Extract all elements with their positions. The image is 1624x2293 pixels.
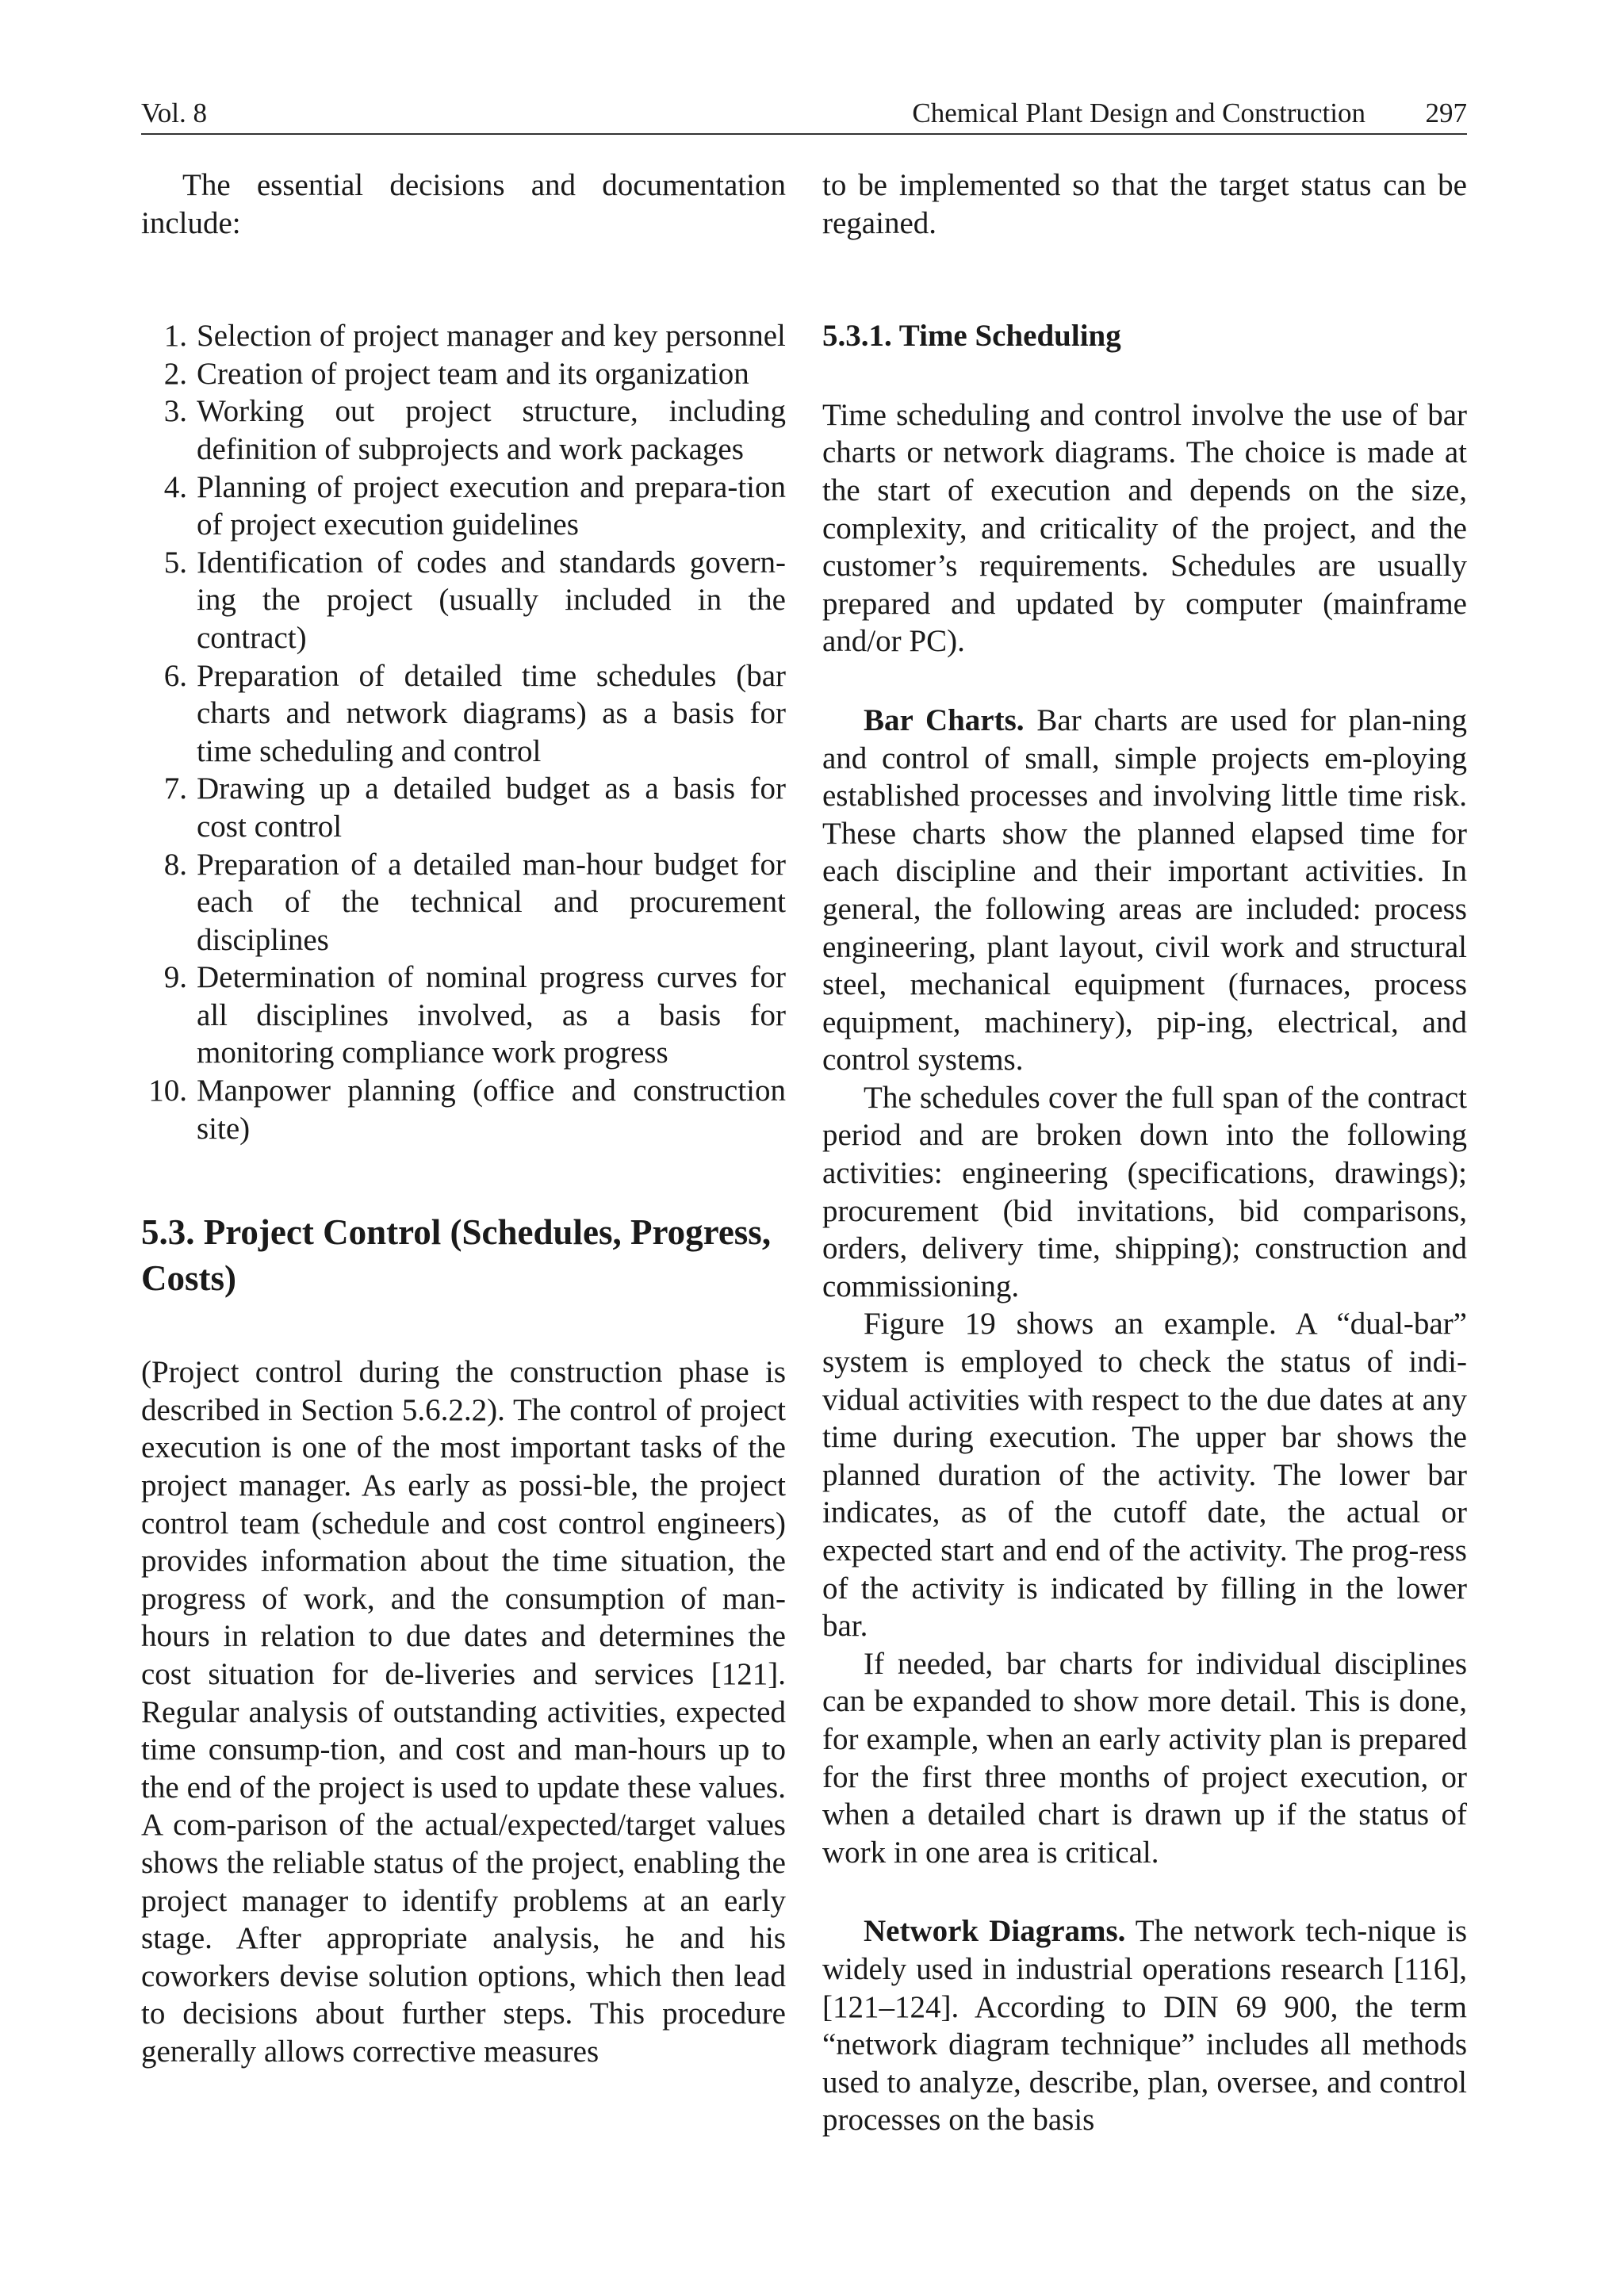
list-item	[141, 657, 786, 771]
list-item	[141, 544, 786, 657]
section-heading: 5.3. Project Control (Schedules, Progress, Costs)	[141, 1212, 772, 1299]
page-number: 297	[1425, 98, 1467, 128]
time-scheduling-paragraph: Time scheduling and control involve the use of bar charts or network diagrams. The choice is made at the start of execution and depends on the size, complexity, and criticality of the project, and the customer’s requirements. Schedules are usually prepared and updated by computer (mainframe and/or PC).	[822, 397, 1467, 659]
list-item	[141, 392, 786, 468]
spacer	[822, 660, 1467, 702]
run-in-heading: Bar Charts.	[864, 702, 1025, 737]
list-item	[141, 1072, 786, 1147]
running-title: Chemical Plant Design and Construction	[912, 98, 1365, 128]
list-item	[141, 959, 786, 1072]
schedules-paragraph: The schedules cover the full span of the contract period and are broken down into the following activities: engineering (specifications, drawings); procurement (bid invitations, bid comparisons, orders, delivery time, shipping); construction and commissioning.	[822, 1080, 1467, 1303]
list-item-number: 10.	[148, 1074, 187, 1108]
list-item-text: Working out project structure, including definition of subprojects and work packages	[197, 394, 786, 466]
network-diagrams-paragraph	[822, 1912, 1467, 2139]
paragraph-text: The network tech-nique is widely used in industrial operations research [116], [121–124]. According to DIN 69 900, the term “network diagram technique” includes all methods used to analyze, describe, plan, oversee, and control processes on the basis	[822, 1914, 1467, 2138]
list-item-text: Planning of project execution and prepara-tion of project execution guidelines	[197, 469, 786, 542]
list-item-number: 2.	[163, 356, 187, 391]
expansion-paragraph: If needed, bar charts for individual disciplines can be expanded to show more detail. This is done, for example, when an early activity plan is prepared for the first three months of project execution, or when a detailed chart is drawn up if the status of work in one area is critical.	[822, 1646, 1467, 1870]
spacer	[141, 1147, 786, 1209]
list-item	[141, 469, 786, 544]
list-item	[141, 317, 786, 355]
paragraph-text: Bar charts are used for plan-ning and control of small, simple projects em-ploying established processes and involving little time risk. These charts show the planned elapsed time for each discipline and their important activities. In general, the following areas are included: process engineering, plant layout, civil work and structural steel, mechanical equipment (furnaces, process equipment, machinery), pip-ing, electrical, and control systems.	[822, 702, 1468, 1078]
right-column	[822, 167, 1467, 2139]
list-item	[141, 355, 786, 393]
run-in-heading: Network Diagrams.	[864, 1914, 1126, 1949]
decisions-list	[141, 317, 786, 1147]
list-item-number: 3.	[163, 394, 187, 429]
spacer	[822, 1871, 1467, 1912]
list-item-text: Drawing up a detailed budget as a basis for cost control	[197, 771, 786, 844]
list-item-number: 8.	[163, 847, 187, 882]
list-item	[141, 846, 786, 959]
list-item-number: 7.	[163, 771, 187, 806]
volume-label: Vol. 8	[141, 98, 207, 128]
page-header	[141, 94, 1467, 135]
list-item-number: 4.	[163, 469, 187, 504]
figure-paragraph: Figure 19 shows an example. A “dual-bar” system is employed to check the status of indi-vidual activities with respect to the due dates at any time during execution. The upper bar shows the planned duration of the activity. The lower bar indicates, as of the cutoff date, the actual or expected start and end of the activity. The prog-ress of the activity is indicated by filling in the lower bar.	[822, 1307, 1467, 1644]
list-item-text: Identification of codes and standards govern-ing the project (usually included in the contract)	[197, 545, 786, 655]
intro-paragraph: The essential decisions and documentation include:	[141, 168, 786, 240]
spacer	[141, 1301, 786, 1353]
list-item-text: Manpower planning (office and construction site)	[197, 1074, 786, 1146]
list-item-number: 9.	[163, 960, 187, 995]
section-paragraph: (Project control during the construction phase is described in Section 5.6.2.2). The control of project execution is one of the most important tasks of the project manager. As early as possi-ble, the project control team (schedule and cost control engineers) provides information about the time situation, the progress of work, and the consumption of man-hours in relation to due dates and determines the cost situation for de-liveries and services [121]. Regular analysis of outstanding activities, expected time consump-tion, and cost and man-hours up to the end of the project is used to update these values. A com-parison of the actual/expected/target values shows the reliable status of the project, enabling the project manager to identify problems at an early stage. After appropriate analysis, he and his coworkers devise solution options, which then lead to decisions about further steps. This procedure generally allows corrective measures	[141, 1355, 786, 2069]
spacer	[141, 242, 786, 317]
list-item-number: 6.	[163, 658, 187, 693]
list-item-number: 5.	[163, 545, 187, 580]
spacer	[822, 242, 1467, 317]
list-item-text: Creation of project team and its organization	[197, 356, 749, 391]
list-item-text: Preparation of a detailed man-hour budget for each of the technical and procurement disciplines	[197, 847, 786, 957]
subsection-heading: 5.3.1. Time Scheduling	[822, 319, 1121, 354]
list-item-text: Selection of project manager and key personnel	[197, 319, 786, 354]
list-item	[141, 770, 786, 845]
bar-charts-paragraph	[822, 702, 1467, 1079]
list-item-text: Preparation of detailed time schedules (bar charts and network diagrams) as a basis for time scheduling and control	[197, 658, 786, 768]
list-item-number: 1.	[163, 319, 187, 354]
left-column	[141, 167, 786, 2071]
continuation-paragraph: to be implemented so that the target status can be regained.	[822, 168, 1467, 240]
list-item-text: Determination of nominal progress curves for all disciplines involved, as a basis for monitoring compliance work progress	[197, 960, 786, 1070]
spacer	[822, 355, 1467, 396]
